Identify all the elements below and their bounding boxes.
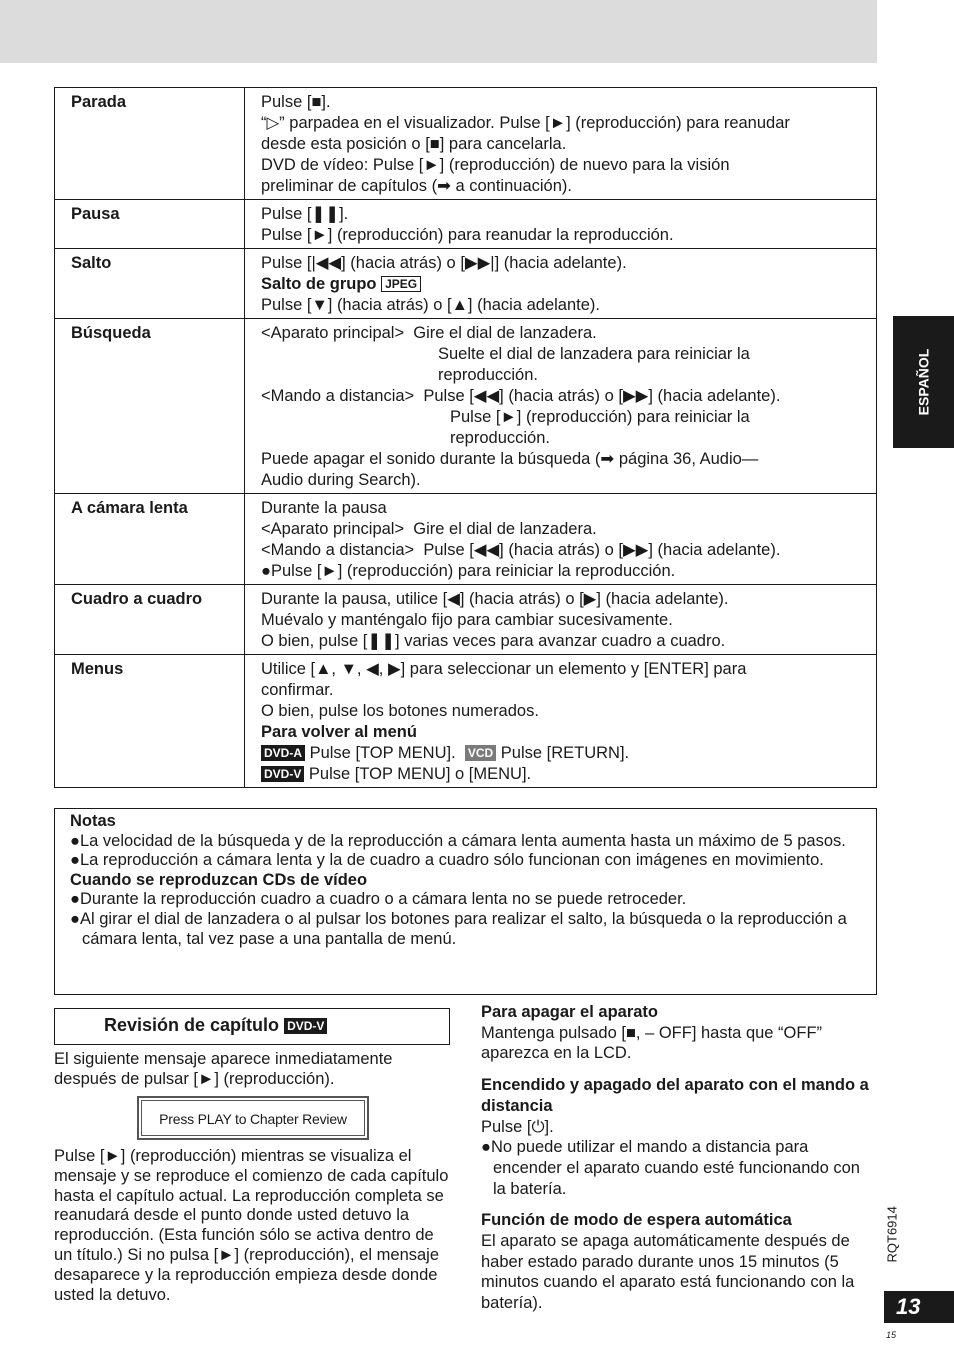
description-line [261,274,866,295]
lcd-message: Press PLAY to Chapter Review [141,1100,365,1136]
notes-box [54,808,877,995]
line-text: <Aparato principal> Gire el dial de lanzadera. [261,324,597,342]
line-text: Pulse [►] (reproducción) para reanudar la reproducción. [261,226,674,244]
line-text: ●Pulse [►] (reproducción) para reiniciar la reproducción. [261,562,676,580]
line-text: reproducción. [438,366,538,384]
remote-bullet: ●No puede utilizar el mando a distancia para encender el aparato cuando esté funcionando con la batería. [481,1138,860,1198]
line-text: <Mando a distancia> Pulse [◀◀] (hacia atrás) o [▶▶] (hacia adelante). [261,387,781,405]
line-text: Audio during Search). [261,471,421,489]
dvd-v-badge: DVD-V [284,1018,327,1034]
line-text: O bien, pulse [❚❚] varias veces para avanzar cuadro a cuadro. [261,632,726,650]
line-text: Durante la pausa, utilice [◀] (hacia atrás) o [▶] (hacia adelante). [261,590,729,608]
line-text: Salto de grupo [261,275,377,293]
language-label: ESPAÑOL [915,348,931,416]
lcd-display [137,1096,369,1140]
row-label: Búsqueda [55,319,245,494]
description-line [261,428,866,449]
jpeg-badge: JPEG [381,276,421,292]
description-line [261,344,866,365]
table-row [55,494,877,585]
line-text: Pulse [|◀◀] (hacia atrás) o [▶▶|] (hacia adelante). [261,254,627,272]
description-line [261,659,866,680]
remote-text: Pulse [⏻]. [481,1117,554,1136]
language-tab [893,316,954,448]
vcd-badge: VCD [465,745,496,761]
line-text: Pulse [RETURN]. [496,744,630,762]
table-row [55,249,877,319]
disc-badge: DVD-V [261,766,304,782]
operations-table [54,87,877,788]
row-description [245,585,877,655]
description-line [261,92,866,113]
line-text: reproducción. [450,429,550,447]
description-line [261,743,866,764]
right-column [481,1002,876,1325]
description-line [261,764,866,785]
description-line [261,540,866,561]
header-band [0,0,877,63]
line-text: DVD de vídeo: Pulse [►] (reproducción) de nuevo para la visión [261,156,730,174]
table-row [55,319,877,494]
description-line [261,589,866,610]
line-text: Para volver al menú [261,723,417,741]
row-description [245,88,877,200]
line-text: “▷” parpadea en el visualizador. Pulse [►] (reproducción) para reanudar [261,114,790,132]
line-text: Pulse [▼] (hacia atrás) o [▲] (hacia adelante). [261,296,600,314]
line-text: Durante la pausa [261,499,387,517]
description-line [261,134,866,155]
line-text: Suelte el dial de lanzadera para reiniciar la [438,345,750,363]
description-line [261,498,866,519]
row-description [245,200,877,249]
row-label: Parada [55,88,245,200]
line-text: Pulse [TOP MENU]. [305,744,465,762]
line-text: Pulse [■]. [261,93,331,111]
line-text: Utilice [▲, ▼, ◀, ▶] para seleccionar un elemento y [ENTER] para [261,660,747,678]
power-off-text: Mantenga pulsado [■, – OFF] hasta que “OFF” aparezca en la LCD. [481,1023,823,1063]
line-text: Puede apagar el sonido durante la búsqueda (➡ página 36, Audio— [261,450,759,468]
description-line [261,295,866,316]
line-text: Pulse [►] (reproducción) para reiniciar la [450,408,750,426]
line-text: Pulse [❚❚]. [261,205,349,223]
intro-text: El siguiente mensaje aparece inmediatamente después de pulsar [►] (reproducción). [54,1050,393,1088]
table-row [55,655,877,788]
power-off-title: Para apagar el aparato [481,1003,659,1021]
description-line [261,610,866,631]
table-row [55,585,877,655]
table-row [55,200,877,249]
standby-title: Función de modo de espera automática [481,1211,792,1230]
row-description [245,319,877,494]
chapter-review-body: Pulse [►] (reproducción) mientras se visualiza el mensaje y se reproduce el comienzo de cada capítulo hasta el capítulo actual. La reproducción completa se reanudará desde el punto donde usted detuvo la reproducción. (Esta función sólo se activa dentro de un título.) Si no pulsa [►] (reproducción), el mensaje desaparece y la reproducción empieza desde donde usted la detuvo. [54,1147,449,1304]
notes-title: Notas [70,812,116,830]
note-item: ●La reproducción a cámara lenta y la de cuadro a cuadro sólo funcionan con imágenes en movimiento. [70,851,824,870]
note-item: ●Al girar el dial de lanzadera o al pulsar los botones para realizar el salto, la búsqueda o la reproducción a cámara lenta, tal vez pase a una pantalla de menú. [70,909,847,948]
line-text: Pulse [TOP MENU] o [MENU]. [304,765,532,783]
line-text: confirmar. [261,681,334,699]
note-item: ●La velocidad de la búsqueda y de la reproducción a cámara lenta aumenta hasta un máximo de 5 pasos. [70,831,846,850]
description-line [261,253,866,274]
description-line [261,407,866,428]
row-label: Menus [55,655,245,788]
sub-page-number: 15 [886,1330,897,1340]
description-line [261,323,866,344]
description-line [261,386,866,407]
row-label: Cuadro a cuadro [55,585,245,655]
row-label: A cámara lenta [55,494,245,585]
description-line [261,680,866,701]
description-line [261,204,866,225]
line-text: preliminar de capítulos (➡ a continuación). [261,177,572,195]
description-line [261,561,866,582]
notes-subtitle: Cuando se reproduzcan CDs de vídeo [70,870,368,889]
chapter-review-intro [54,1049,450,1089]
row-label: Pausa [55,200,245,249]
line-text: <Mando a distancia> Pulse [◀◀] (hacia atrás) o [▶▶] (hacia adelante). [261,541,781,559]
description-line [261,519,866,540]
chapter-review-title [54,1008,450,1045]
model-code: RQT6914 [884,1206,900,1263]
table-row [55,88,877,200]
description-line [261,155,866,176]
row-description [245,494,877,585]
row-label: Salto [55,249,245,319]
description-line [261,722,866,743]
description-line [261,631,866,652]
line-text: <Aparato principal> Gire el dial de lanzadera. [261,520,597,538]
page-number: 13 [884,1291,954,1323]
line-text: desde esta posición o [■] para cancelarla. [261,135,567,153]
note-item: ●Durante la reproducción cuadro a cuadro o a cámara lenta no se puede retroceder. [70,890,687,909]
chapter-review-heading: Revisión de capítulo [104,1015,280,1035]
row-description [245,249,877,319]
standby-text: El aparato se apaga automáticamente después de haber estado parado durante unos 15 minutos (5 minutos cuando el aparato está funcionando con la batería). [481,1232,855,1313]
row-description [245,655,877,788]
description-line [261,365,866,386]
remote-title: Encendido y apagado del aparato con el mando a distancia [481,1076,869,1115]
line-text: O bien, pulse los botones numerados. [261,702,539,720]
description-line [261,449,866,470]
description-line [261,113,866,134]
disc-badge: DVD-A [261,745,305,761]
description-line [261,470,866,491]
line-text: Muévalo y manténgalo fijo para cambiar sucesivamente. [261,611,673,629]
description-line [261,701,866,722]
description-line [261,176,866,197]
description-line [261,225,866,246]
